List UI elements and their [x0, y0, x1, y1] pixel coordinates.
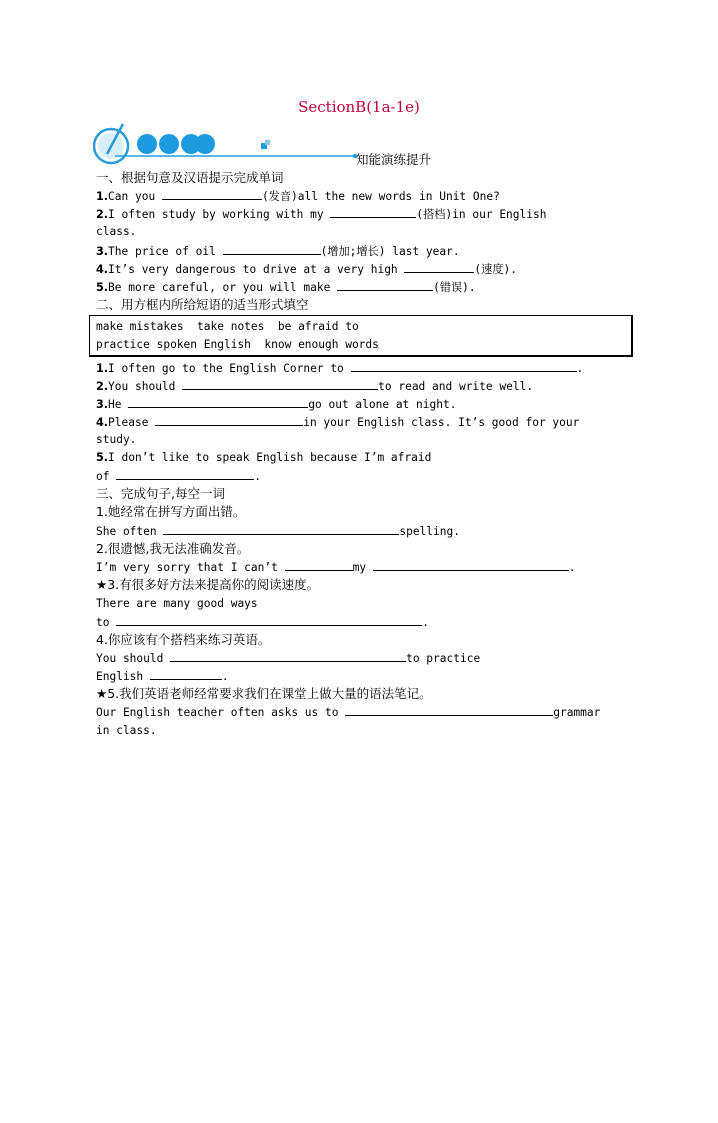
part3-q5-en-2: in class.: [96, 724, 157, 737]
part3-q4-en-2: English .: [96, 670, 229, 683]
part1-item-2: 2.I often study by working with my (搭档)in our English: [96, 208, 547, 221]
part2-item-4: 4.Please in your English class. It’s good for your: [96, 416, 580, 429]
part1-item-3: 3.The price of oil (增加;增长) last year.: [96, 245, 460, 258]
part2-item-4-cont: study.: [96, 433, 137, 446]
phrase-box-row-1: make mistakes take notes be afraid to: [96, 320, 359, 333]
part3-q5-cn: ★5.我们英语老师经常要求我们在课堂上做大量的语法笔记。: [96, 686, 432, 701]
part3-q2-cn: 2.很遗憾,我无法准确发音。: [96, 541, 250, 556]
part1-heading: 一、根据句意及汉语提示完成单词: [96, 170, 284, 185]
part2-item-5-cont: of .: [96, 470, 261, 483]
part3-q5-en-1: Our English teacher often asks us to grammar: [96, 706, 601, 719]
page-title: SectionB(1a-1e): [298, 98, 420, 116]
part3-q2-en: I’m very sorry that I can’t my .: [96, 561, 576, 574]
part2-item-3: 3.He go out alone at night.: [96, 398, 457, 411]
part2-item-2: 2.You should to read and write well.: [96, 380, 534, 393]
part1-item-5: 5.Be more careful, or you will make (错误).: [96, 281, 476, 294]
part3-q1-cn: 1.她经常在拼写方面出错。: [96, 504, 246, 519]
phrase-box-row-2: practice spoken English know enough words: [96, 338, 379, 351]
part2-item-1: 1.I often go to the English Corner to .: [96, 362, 584, 375]
part2-heading: 二、用方框内所给短语的适当形式填空: [96, 297, 309, 312]
part3-q4-cn: 4.你应该有个搭档来练习英语。: [96, 632, 271, 647]
part3-q3-en-2: to .: [96, 616, 429, 629]
part1-item-2-cont: class.: [96, 225, 137, 238]
part3-q1-en: She often spelling.: [96, 525, 460, 538]
part3-q3-cn: ★3.有很多好方法来提高你的阅读速度。: [96, 577, 320, 592]
part3-q4-en-1: You should to practice: [96, 652, 481, 665]
part1-item-4: 4.It’s very dangerous to drive at a very high (速度).: [96, 263, 518, 276]
phrase-box: [89, 315, 633, 357]
part2-item-5: 5.I don’t like to speak English because I’m afraid: [96, 451, 432, 464]
banner-label: 知能演练提升: [356, 152, 432, 167]
part1-item-1: 1.Can you (发音)all the new words in Unit One?: [96, 190, 500, 203]
part3-q3-en-1: There are many good ways: [96, 597, 258, 610]
part3-heading: 三、完成句子,每空一词: [96, 486, 225, 501]
